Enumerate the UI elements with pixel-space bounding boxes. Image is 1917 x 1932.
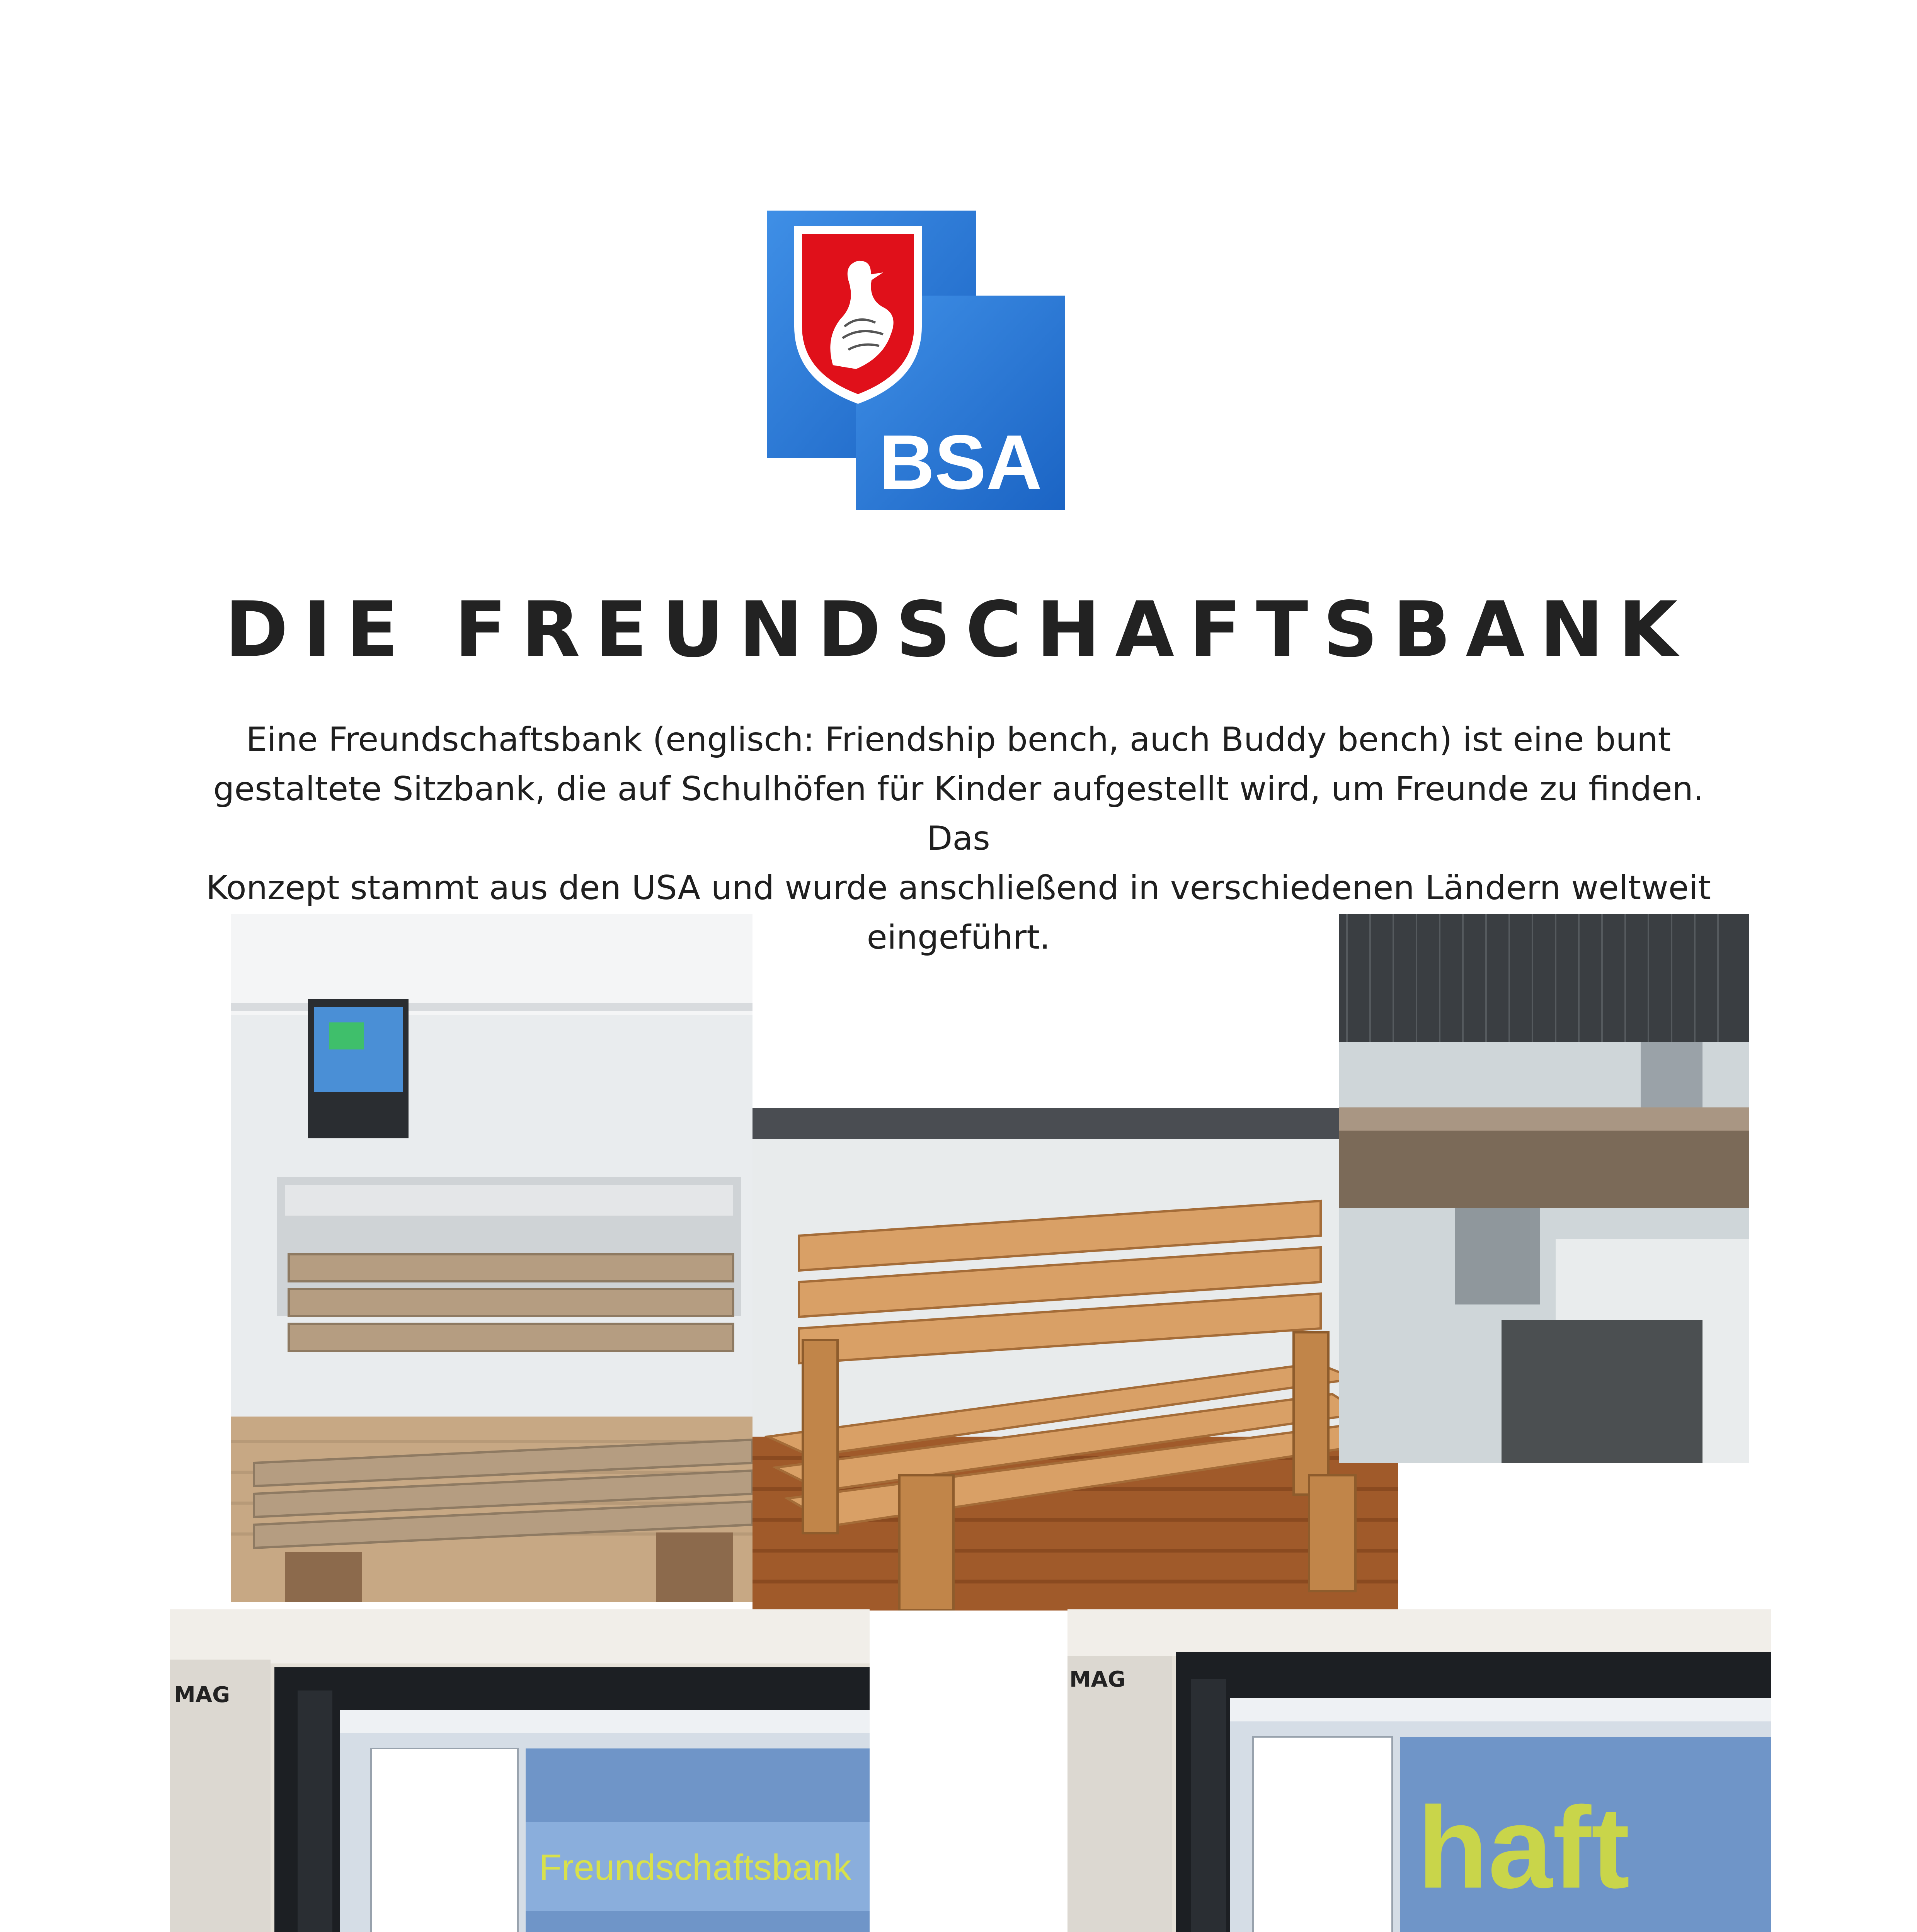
photo-monitor-left	[170, 1609, 870, 1932]
photo-finished-bench	[752, 1108, 1398, 1611]
photo-monitor-right	[1067, 1609, 1771, 1932]
photo-engraving-closeup	[1339, 914, 1749, 1463]
intro-line: Konzept stammt aus den USA und wurde anschließend in verschiedenen Ländern weltweit	[206, 869, 1711, 907]
page-title: DIE FREUNDSCHAFTSBANK	[225, 585, 1692, 674]
logo-text: BSA	[878, 419, 1042, 505]
bsa-logo	[767, 211, 1065, 510]
photo-cnc-workshop-bench	[231, 914, 752, 1602]
bsa-logo-graphic	[767, 211, 1065, 510]
machine-label: MAG	[1069, 1667, 1126, 1692]
intro-line: Eine Freundschaftsbank (englisch: Friendship bench, auch Buddy bench) ist eine bunt	[246, 720, 1671, 759]
screen-engraving-text: Freundschaftsbank	[539, 1847, 851, 1888]
intro-line: gestaltete Sitzbank, die auf Schulhöfen für Kinder aufgestellt wird, um Freunde zu finden. Das	[213, 770, 1704, 858]
screen-engraving-text: haft	[1417, 1782, 1630, 1912]
machine-label: MAG	[174, 1682, 230, 1708]
intro-line: eingeführt.	[867, 918, 1050, 957]
